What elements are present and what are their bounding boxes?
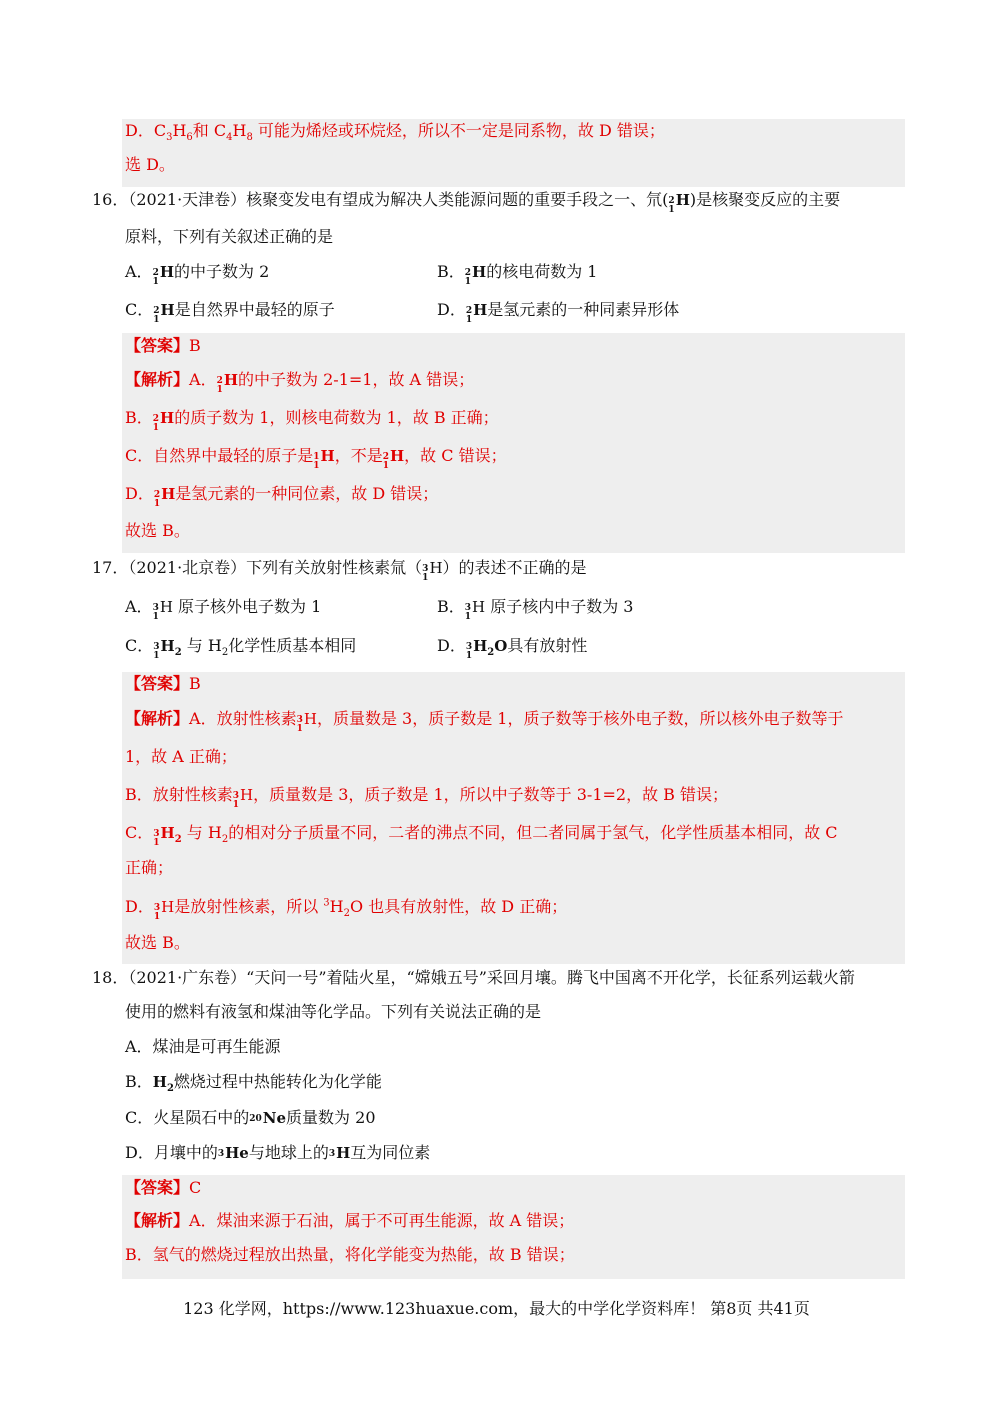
q18-stem-line1: 18．（2021·广东卷）“天问一号”着陆火星，“嫦娥五号”采回月壤。腾飞中国离不开化学，长征系列运载火箭	[92, 968, 855, 987]
q16-option-c: C． 2 1 H是自然界中最轻的原子	[125, 300, 335, 325]
q17-stem: 17．（2021·北京卷）下列有关放射性核素氚（ 3 1 H）的表述不正确的是	[92, 558, 587, 583]
nuclide-2-1-h: 2 1 H	[153, 301, 175, 325]
q17-option-d: D． 3 1 $H_2O$具有放射性	[437, 636, 588, 661]
q17-option-a: A． 3 1 H 原子核外电子数为 1	[125, 597, 322, 622]
nuclide-2-1-h: 2 1 H	[668, 191, 690, 215]
q15-conclusion: 选 D。	[125, 155, 175, 174]
q16-explanation-a: 【解析】A． 2 1 H的中子数为 2-1=1，故 A 错误；	[125, 370, 475, 395]
q18-answer: 【答案】C	[125, 1178, 202, 1197]
nuclide-2-1-h: 2 1 H	[152, 263, 175, 287]
q17-explanation-d: D． 3 1 H是放射性核素，所以 $^3H_2O$ 也具有放射性，故 D 正确；	[125, 897, 568, 922]
q16-conclusion: 故选 B。	[125, 521, 190, 540]
q16-explanation-block	[122, 333, 905, 553]
nuclide-2-1-h: 2 1 H	[464, 263, 487, 287]
nuclide-2-1-h: 2 1 H	[465, 301, 488, 325]
q17-explanation-a-line1: 【解析】A．放射性核素 3 1 H，质量数是 3，质子数是 1，质子数等于核外电子数，所以核外电子数等于	[125, 709, 844, 734]
q16-explanation-b: B． 2 1 H的质子数为 1，则核电荷数为 1，故 B 正确；	[125, 408, 499, 433]
q17-explanation-c-line2: 正确；	[125, 858, 174, 877]
q18-explanation-b: B．氢气的燃烧过程放出热量，将化学能变为热能，故 B 错误；	[125, 1245, 575, 1264]
q18-explanation-a: 【解析】A．煤油来源于石油，属于不可再生能源，故 A 错误；	[125, 1211, 575, 1230]
q17-explanation-c-line1: C． 3 1 $H_2$ 与 $H_2$的相对分子质量不同，二者的沸点不同，但二者同属于氢气，化学性质基本相同，故 C	[125, 823, 838, 848]
q16-option-b: B． 2 1 H的核电荷数为 1	[437, 262, 598, 287]
q18-option-d: D．月壤中的 3 He与地球上的 3 H互为同位素	[125, 1143, 431, 1162]
q17-option-c: C． 3 1 $H_2$ 与 $H_2$化学性质基本相同	[125, 636, 357, 661]
q16-explanation-c: C．自然界中最轻的原子是 1 1 H，不是 2 1 H，故 C 错误；	[125, 446, 507, 471]
q17-conclusion: 故选 B。	[125, 933, 190, 952]
q15-option-d-explanation: D．$C_3H_6$和 $C_4H_8$ 可能为烯烃或环烷烃，所以不一定是同系物，故 D 错误；	[125, 121, 665, 144]
q17-answer: 【答案】B	[125, 674, 201, 693]
q16-explanation-d: D． 2 1 H是氢元素的一种同位素，故 D 错误；	[125, 484, 439, 509]
q17-explanation-b: B．放射性核素 3 1 H，质量数是 3，质子数是 1，所以中子数等于 3-1=2，故 B 错误；	[125, 785, 729, 810]
q17-option-b: B． 3 1 H 原子核内中子数为 3	[437, 597, 634, 622]
q16-answer: 【答案】B	[125, 336, 201, 355]
page-footer: 123 化学网，https://www.123huaxue.com，最大的中学化学资料库！ 第8页 共41页	[183, 1299, 810, 1318]
q16-stem-line2: 原料，下列有关叙述正确的是	[125, 227, 334, 246]
q18-option-c: C．火星陨石中的 20 Ne质量数为 20	[125, 1108, 376, 1127]
q16-option-d: D． 2 1 H是氢元素的一种同素异形体	[437, 300, 680, 325]
q18-stem-line2: 使用的燃料有液氢和煤油等化学品。下列有关说法正确的是	[125, 1002, 542, 1021]
q18-option-b: B．$H_2$燃烧过程中热能转化为化学能	[125, 1072, 382, 1094]
q18-option-a: A．煤油是可再生能源	[125, 1037, 281, 1056]
q17-explanation-a-line2: 1，故 A 正确；	[125, 747, 237, 766]
q16-option-a: A． 2 1 H的中子数为 2	[125, 262, 270, 287]
q16-stem-line1: 16．（2021·天津卷）核聚变发电有望成为解决人类能源问题的重要手段之一、氘( 2 1 H)是核聚变反应的主要	[92, 190, 841, 215]
